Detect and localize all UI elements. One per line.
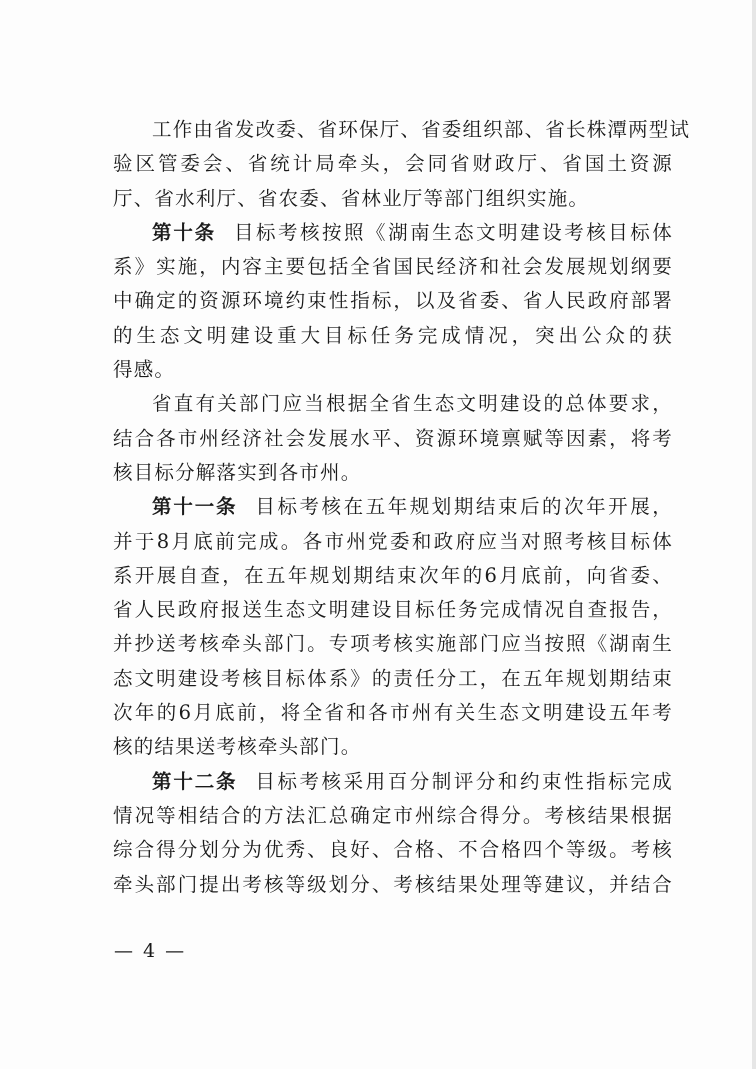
line-text: 工作由省发改委、省环保厅、省委组织部、省长株潭两型试 — [152, 118, 691, 141]
line-text: 验区管委会、省统计局牵头，会同省财政厅、省国土资源 — [113, 152, 673, 176]
line-text: 中确定的资源环境约束性指标，以及省委、省人民政府部署 — [113, 289, 673, 313]
text-line — [113, 593, 673, 627]
paragraph-p5 — [113, 765, 673, 902]
text-line — [113, 422, 673, 456]
document-body — [113, 113, 691, 902]
line-text: 情况等相结合的方法汇总确定市州综合得分。考核结果根据 — [113, 803, 673, 827]
line-text: 省人民政府报送生态文明建设目标任务完成情况自查报告， — [113, 598, 673, 622]
line-text: 的生态文明建设重大目标任务完成情况，突出公众的获 — [113, 323, 673, 347]
paragraph-p4 — [113, 490, 673, 764]
text-line — [113, 113, 691, 147]
text-line — [113, 833, 673, 867]
article-heading: 第十一条 — [152, 495, 238, 519]
text-line — [113, 387, 673, 421]
line-text: 系》实施，内容主要包括全省国民经济和社会发展规划纲要 — [113, 255, 673, 279]
line-text: 得感。 — [113, 358, 176, 382]
text-line — [113, 730, 673, 764]
text-line — [113, 353, 673, 387]
line-text: 次年的6月底前，将全省和各市州有关生态文明建设五年考 — [113, 701, 673, 725]
line-text: 厅、省水利厅、省农委、省林业厅等部门组织实施。 — [113, 186, 590, 210]
line-text: 系开展自查，在五年规划期结束次年的6月底前，向省委、 — [113, 563, 673, 587]
text-line — [113, 490, 673, 524]
paragraph-p3 — [113, 387, 673, 490]
line-text: 目标考核采用百分制评分和约束性指标完成 — [255, 769, 673, 793]
paragraph-p1 — [113, 113, 691, 216]
line-text: 并抄送考核牵头部门。专项考核实施部门应当按照《湖南生 — [113, 632, 673, 656]
line-text: 核的结果送考核牵头部门。 — [113, 735, 362, 759]
text-line — [113, 799, 673, 833]
line-text: 态文明建设考核目标体系》的责任分工，在五年规划期结束 — [113, 666, 673, 690]
page-number: — 4 — — [114, 940, 187, 962]
line-text: 目标考核按照《湖南生态文明建设考核目标体 — [233, 220, 673, 244]
line-text: 省直有关部门应当根据全省生态文明建设的总体要求， — [152, 392, 673, 416]
text-line — [113, 559, 673, 593]
text-line — [113, 525, 673, 559]
text-line — [113, 765, 673, 799]
text-line — [113, 182, 673, 216]
line-text: 综合得分划分为优秀、良好、合格、不合格四个等级。考核 — [113, 838, 673, 862]
text-line — [113, 319, 673, 353]
text-line — [113, 627, 673, 661]
line-text: 牵头部门提出考核等级划分、考核结果处理等建议，并结合 — [113, 872, 673, 896]
line-text: 目标考核在五年规划期结束后的次年开展， — [255, 495, 673, 519]
article-heading: 第十条 — [152, 220, 216, 244]
article-heading: 第十二条 — [152, 769, 238, 793]
line-text: 结合各市州经济社会发展水平、资源环境禀赋等因素，将考 — [113, 426, 673, 450]
text-line — [113, 662, 673, 696]
text-line — [113, 147, 673, 181]
text-line — [113, 696, 673, 730]
text-line — [113, 868, 673, 902]
text-line — [113, 456, 673, 490]
paragraph-p2 — [113, 216, 673, 387]
line-text: 并于8月底前完成。各市州党委和政府应当对照考核目标体 — [113, 529, 673, 553]
text-line — [113, 216, 673, 250]
text-line — [113, 284, 673, 318]
line-text: 核目标分解落实到各市州。 — [113, 460, 362, 484]
text-line — [113, 250, 673, 284]
scan-edge — [752, 0, 756, 1069]
